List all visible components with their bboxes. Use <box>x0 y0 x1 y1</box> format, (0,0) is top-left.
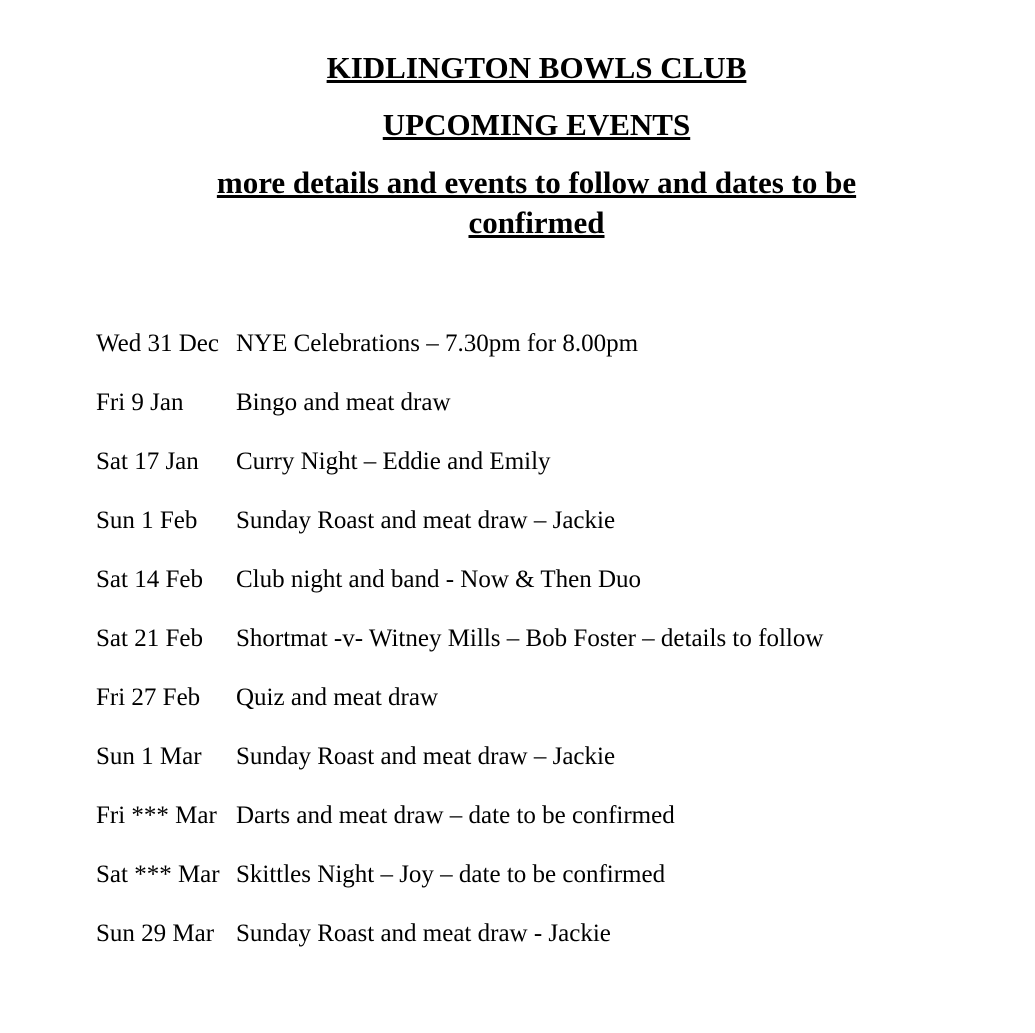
event-description: Bingo and meat draw <box>236 389 451 416</box>
events-note: more details and events to follow and dates to be confirmed <box>216 165 857 240</box>
event-description: NYE Celebrations – 7.30pm for 8.00pm <box>236 330 639 357</box>
event-description: Shortmat -v- Witney Mills – Bob Foster – details to follow <box>236 625 824 652</box>
event-date: Sun 1 Feb <box>96 507 198 534</box>
event-date: Sat 14 Feb <box>96 566 203 593</box>
event-row <box>96 620 996 679</box>
event-row <box>96 679 996 738</box>
event-description: Sunday Roast and meat draw - Jackie <box>236 920 611 947</box>
event-date: Fri 9 Jan <box>96 389 184 416</box>
event-row <box>96 915 996 974</box>
event-description: Skittles Night – Joy – date to be confirmed <box>236 861 666 888</box>
event-description: Club night and band - Now & Then Duo <box>236 566 642 593</box>
event-row <box>96 502 996 561</box>
event-description: Quiz and meat draw <box>236 684 439 711</box>
event-date: Sat 21 Feb <box>96 625 203 652</box>
events-list <box>96 325 996 974</box>
event-description: Sunday Roast and meat draw – Jackie <box>236 743 616 770</box>
event-date: Wed 31 Dec <box>96 330 219 357</box>
page-subtitle: UPCOMING EVENTS <box>382 107 691 142</box>
event-description: Sunday Roast and meat draw – Jackie <box>236 507 616 534</box>
event-date: Fri 27 Feb <box>96 684 201 711</box>
event-row <box>96 443 996 502</box>
event-description: Curry Night – Eddie and Emily <box>236 448 551 475</box>
event-date: Sat *** Mar <box>96 861 220 888</box>
page-title: KIDLINGTON BOWLS CLUB <box>326 50 747 85</box>
event-row <box>96 561 996 620</box>
event-description: Darts and meat draw – date to be confirmed <box>236 802 675 829</box>
event-row <box>96 384 996 443</box>
event-row <box>96 856 996 915</box>
event-date: Sun 1 Mar <box>96 743 202 770</box>
event-row <box>96 797 996 856</box>
event-date: Sun 29 Mar <box>96 920 215 947</box>
event-date: Sat 17 Jan <box>96 448 199 475</box>
event-row <box>96 738 996 797</box>
event-row <box>96 325 996 384</box>
event-date: Fri *** Mar <box>96 802 217 829</box>
